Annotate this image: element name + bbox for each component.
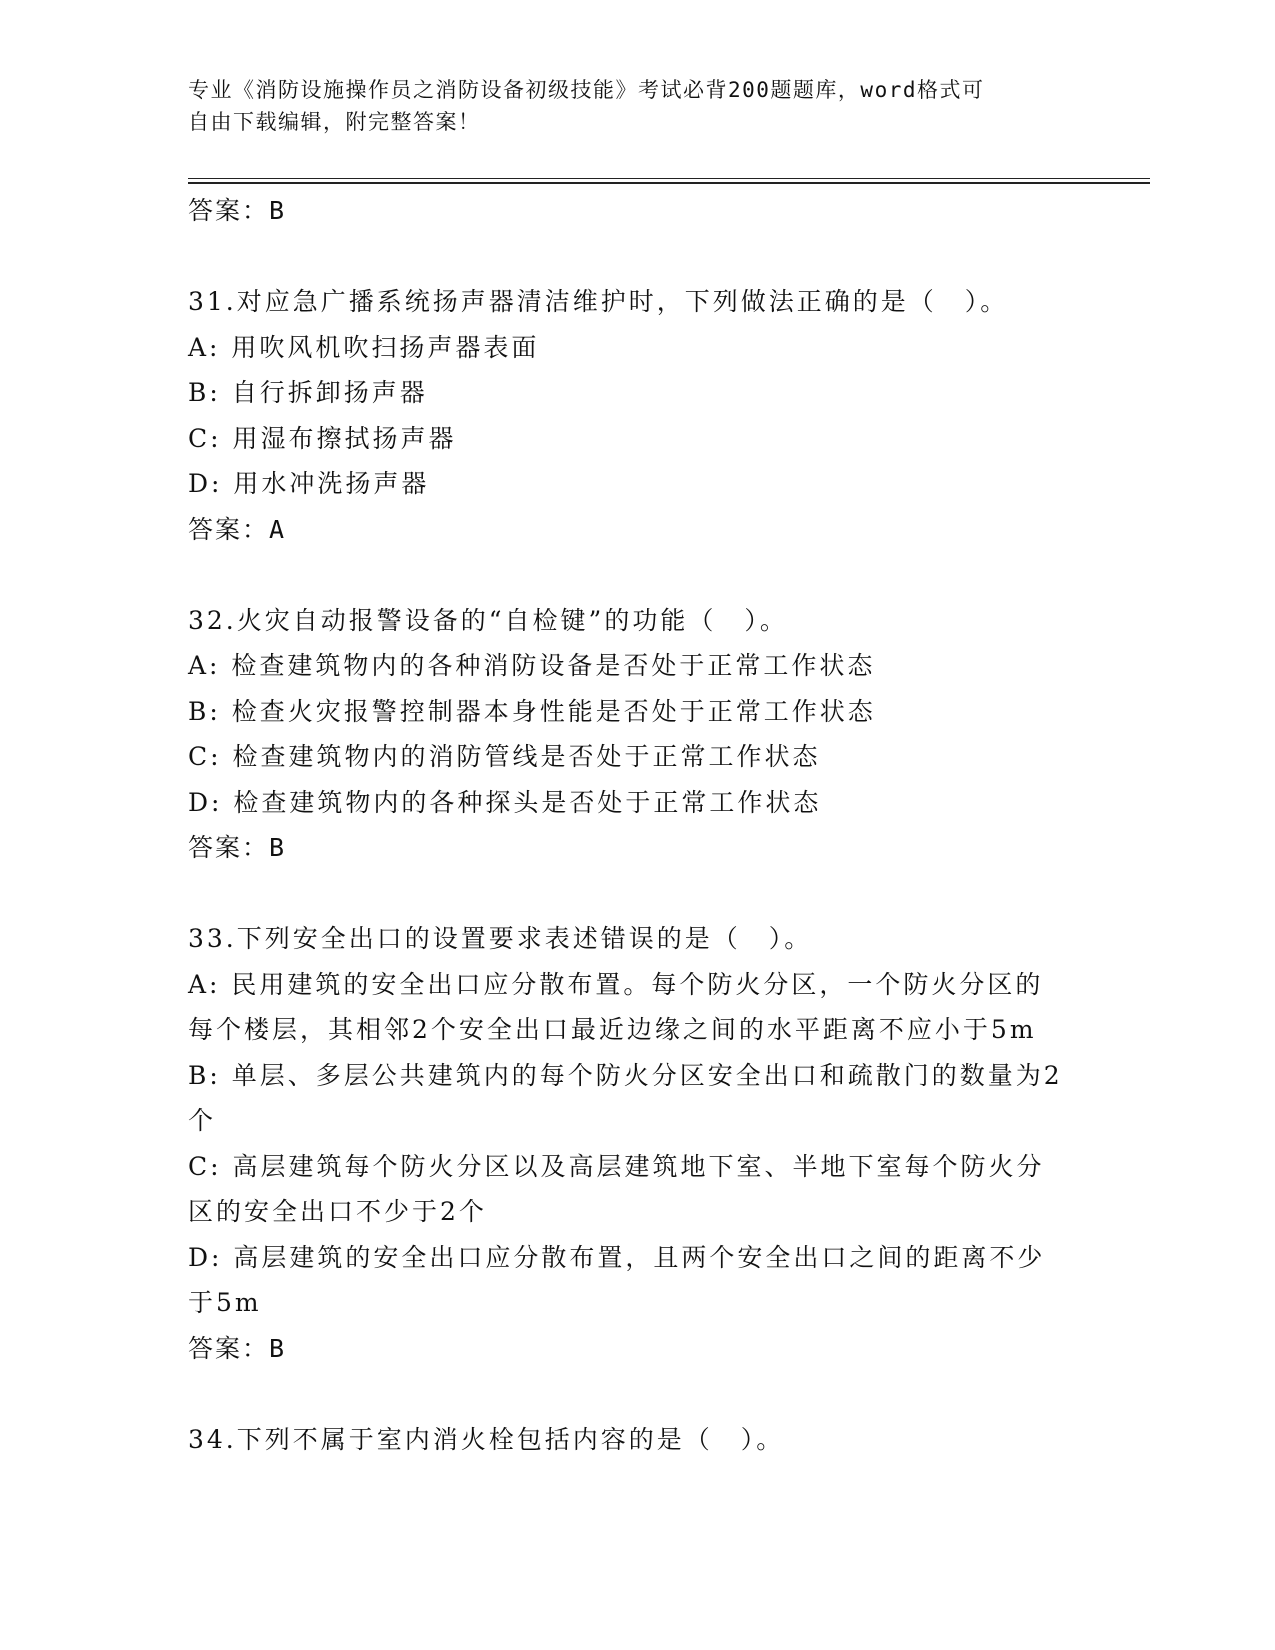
answer-line: 答案：B [188,1333,287,1363]
question-stem: 31.对应急广播系统扬声器清洁维护时，下列做法正确的是（ ）。 [188,287,1009,316]
question-stem: 33.下列安全出口的设置要求表述错误的是（ ）。 [188,924,813,953]
option-c: C: 高层建筑每个防火分区以及高层建筑地下室、半地下室每个防火分区的安全出口不少于2个 [188,1151,1045,1226]
answer-line: 答案：B [188,196,287,225]
option-c: C: 检查建筑物内的消防管线是否处于正常工作状态 [188,742,821,771]
option-a: A: 检查建筑物内的各种消防设备是否处于正常工作状态 [188,651,876,680]
question-33 [188,916,1068,1371]
option-c: C: 用湿布擦拭扬声器 [188,423,457,453]
header-line-2: 自由下载编辑，附完整答案！ [188,110,481,134]
answer-line: 答案：B [188,833,287,862]
option-d: D: 检查建筑物内的各种探头是否处于正常工作状态 [188,787,822,817]
question-34 [188,1417,1068,1463]
header-divider-thick [188,182,1150,184]
document-header [188,74,1068,138]
question-32 [188,598,1068,871]
option-a: A: 用吹风机吹扫扬声器表面 [188,332,540,362]
option-b: B: 检查火灾报警控制器本身性能是否处于正常工作状态 [188,696,876,726]
option-d: D: 高层建筑的安全出口应分散布置，且两个安全出口之间的距离不少于5m [188,1242,1046,1317]
header-divider-thin [188,178,1150,179]
option-d: D: 用水冲洗扬声器 [188,469,430,498]
question-31 [188,279,1068,552]
question-stem: 34.下列不属于室内消火栓包括内容的是（ ）。 [188,1424,785,1454]
option-b: B: 单层、多层公共建筑内的每个防火分区安全出口和疏散门的数量为2个 [188,1060,1063,1135]
answer-line: 答案：A [188,514,287,544]
question-stem: 32.火灾自动报警设备的“自检键”的功能（ ）。 [188,605,788,635]
option-a: A: 民用建筑的安全出口应分散布置。每个防火分区，一个防火分区的每个楼层，其相邻2个安全出口最近边缘之间的水平距离不应小于5m [188,969,1044,1044]
option-b: B: 自行拆卸扬声器 [188,378,428,407]
question-list [188,188,1068,1462]
header-line-1: 专业《消防设施操作员之消防设备初级技能》考试必背200题题库，word格式可 [188,78,985,102]
